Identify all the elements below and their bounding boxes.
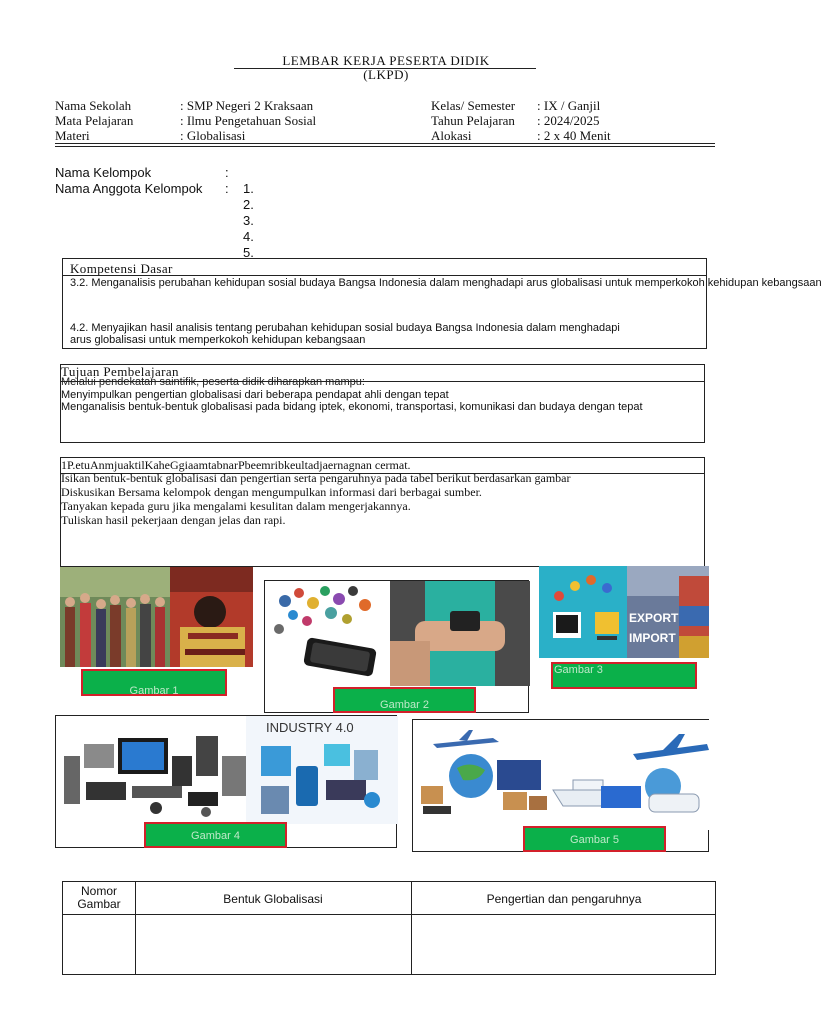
value-alokasi: : 2 x 40 Menit bbox=[537, 128, 611, 143]
value-materi: : Globalisasi bbox=[180, 128, 246, 143]
answer-table bbox=[62, 881, 716, 975]
value-kelas-semester: : IX / Ganjil bbox=[537, 98, 601, 113]
label-gambar-2: Gambar 2 bbox=[333, 687, 476, 713]
tujuan-title: Tujuan Pembelajaran bbox=[61, 364, 179, 379]
document-title bbox=[236, 53, 536, 68]
identity-left-labels bbox=[55, 98, 133, 143]
industry-title: INDUSTRY 4.0 bbox=[266, 720, 354, 735]
group-name-label: Nama Kelompok bbox=[55, 165, 152, 180]
value-mata-pelajaran: : Ilmu Pengetahuan Sosial bbox=[180, 113, 317, 128]
tujuan-box bbox=[60, 364, 705, 443]
image-1-culture bbox=[60, 567, 253, 667]
identity-left-values bbox=[180, 98, 316, 143]
value-tahun-pelajaran: : 2024/2025 bbox=[537, 113, 600, 128]
label-tahun-pelajaran: Tahun Pelajaran bbox=[431, 113, 515, 128]
smartphone-photo-illustration bbox=[265, 581, 530, 686]
culture-photo-illustration bbox=[60, 567, 253, 667]
label-gambar-1: Gambar 1 bbox=[81, 669, 227, 696]
group-members-colon: : bbox=[225, 181, 229, 196]
header-nomor: Nomor bbox=[80, 884, 117, 898]
kd-title: Kompetensi Dasar bbox=[70, 261, 173, 276]
identity-right-labels bbox=[431, 98, 515, 143]
document-title-text: LEMBAR KERJA PESERTA DIDIK bbox=[282, 53, 490, 68]
industry-illustration bbox=[56, 716, 398, 824]
petunjuk-line-1: Isikan bentuk-bentuk globalisasi dan pengertian serta pengaruhnya pada tabel berikut berdasarkan gambar bbox=[61, 471, 571, 485]
table-header-nomor-gambar bbox=[63, 885, 135, 911]
label-nama-sekolah: Nama Sekolah bbox=[55, 98, 132, 113]
kd-title-divider bbox=[63, 275, 706, 276]
identity-divider-top bbox=[55, 143, 715, 144]
kd-item-4-2-line2: arus globalisasi untuk memperkokoh kehidupan kebangsaan bbox=[70, 334, 366, 346]
table-header-pengertian: Pengertian dan pengaruhnya bbox=[486, 892, 642, 906]
petunjuk-line-3: Tanyakan kepada guru jika mengalami kesulitan dalam mengerjakannya. bbox=[61, 499, 411, 513]
member-number-list bbox=[243, 181, 254, 261]
petunjuk-box bbox=[60, 457, 705, 567]
tujuan-intro: Melalui pendekatan saintifik, peserta didik diharapkan mampu: bbox=[61, 376, 365, 388]
member-number-2: 2. bbox=[243, 197, 254, 212]
member-number-1: 1. bbox=[243, 181, 254, 196]
export-text: EXPORT bbox=[629, 611, 679, 625]
label-kelas-semester: Kelas/ Semester bbox=[431, 98, 516, 113]
kd-box bbox=[62, 258, 822, 349]
table-cell-pengertian[interactable] bbox=[412, 915, 717, 975]
label-alokasi: Alokasi bbox=[431, 128, 472, 143]
label-materi: Materi bbox=[55, 128, 90, 143]
header-gambar: Gambar bbox=[77, 897, 121, 911]
table-cell-bentuk[interactable] bbox=[136, 915, 411, 975]
identity-right-values bbox=[537, 98, 611, 143]
label-gambar-4: Gambar 4 bbox=[144, 822, 287, 848]
document-subtitle: (LKPD) bbox=[363, 67, 409, 82]
label-gambar-5: Gambar 5 bbox=[523, 826, 666, 852]
value-nama-sekolah: : SMP Negeri 2 Kraksaan bbox=[180, 98, 314, 113]
tujuan-line-1: Menyimpulkan pengertian globalisasi dari beberapa pendapat ahli dengan tepat bbox=[61, 389, 449, 401]
petunjuk-line-2: Diskusikan Bersama kelompok dengan mengumpulkan informasi dari berbagai sumber. bbox=[61, 485, 482, 499]
group-name-colon: : bbox=[225, 165, 229, 180]
export-import-illustration bbox=[539, 566, 709, 658]
table-cell-nomor[interactable] bbox=[63, 915, 135, 975]
petunjuk-title: 1P.etuAnmjuaktilKaheGgiaamtabnarPbeemribkeultadjaernagnan cermat. bbox=[61, 458, 411, 472]
tujuan-line-2: Menganalisis bentuk-bentuk globalisasi pada bidang iptek, ekonomi, transportasi, komunikasi dan budaya dengan tepat bbox=[61, 401, 643, 413]
table-header-bentuk: Bentuk Globalisasi bbox=[223, 892, 323, 906]
label-gambar-3: Gambar 3 bbox=[551, 662, 697, 689]
kd-item-4-2-line1: 4.2. Menyajikan hasil analisis tentang perubahan kehidupan sosial budaya Bangsa Indonesia dalam menghadapi bbox=[70, 322, 620, 334]
group-members-label: Nama Anggota Kelompok bbox=[55, 181, 203, 196]
member-number-4: 4. bbox=[243, 229, 254, 244]
import-text: IMPORT bbox=[629, 631, 676, 645]
transportation-illustration bbox=[413, 720, 710, 830]
kd-item-3-2: 3.2. Menganalisis perubahan kehidupan sosial budaya Bangsa Indonesia dalam menghadapi arus globalisasi untuk memperkokoh kehidupan kebangsaan bbox=[70, 277, 822, 289]
image-3-export-import bbox=[539, 566, 709, 658]
member-number-3: 3. bbox=[243, 213, 254, 228]
member-number-5: 5. bbox=[243, 245, 254, 260]
identity-divider-bottom bbox=[55, 146, 715, 147]
petunjuk-line-4: Tuliskan hasil pekerjaan dengan jelas dan rapi. bbox=[61, 513, 286, 527]
label-mata-pelajaran: Mata Pelajaran bbox=[55, 113, 134, 128]
